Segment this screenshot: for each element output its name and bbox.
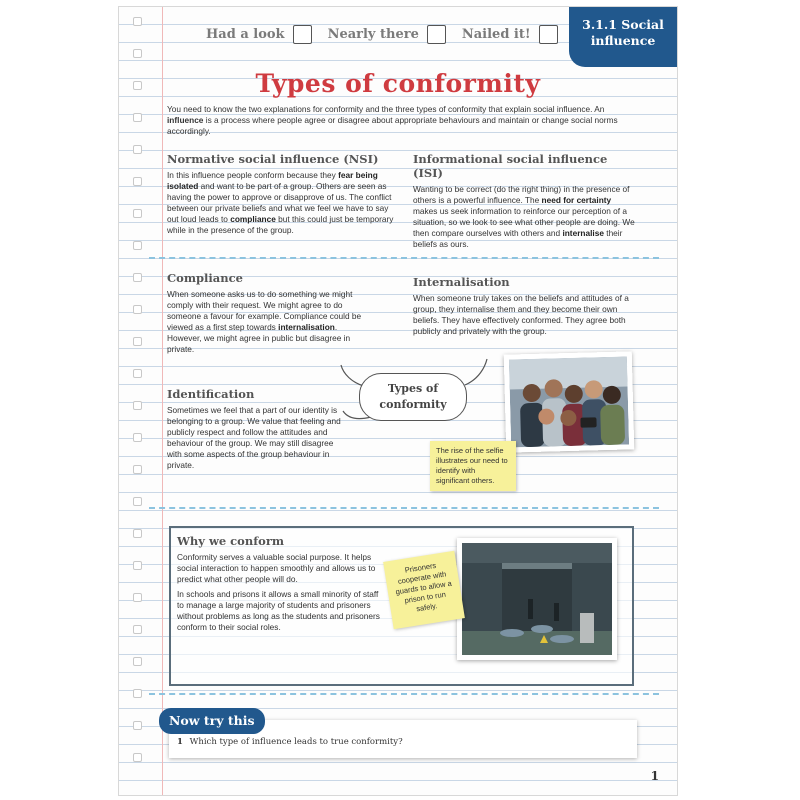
compliance-section [167,271,363,355]
identification-text: Sometimes we feel that a part of our identity is belonging to a group. We value that feeling and publicly respect and follow the attitudes and behaviour of the group. We may still disagree with some aspects of the group behaviour in private. [167,405,341,470]
checkbox-nearly-there[interactable] [427,25,446,44]
internalisation-text: When someone truly takes on the beliefs and attitudes of a group, they internalise them and they become their own beliefs. They have effectively conformed. They agree both publicly and privately with the group. [413,293,629,336]
check-had-a-look [206,25,312,44]
internalisation-section [413,275,635,337]
prison-caption-note: Prisoners cooperate with guards to allow a prison to run safely. [383,551,465,629]
selfie-caption-note: The rise of the selfie illustrates our need to identify with significant others. [430,441,516,491]
why-paragraph-2: In schools and prisons it allows a small minority of staff to manage a large majority of students and prisoners without problems as long as the students and prisoners conform to their social roles. [177,589,380,632]
compliance-heading: Compliance [167,271,243,285]
identification-heading: Identification [167,387,255,401]
compliance-text: When someone asks us to do something we might comply with their request. We might agree to do someone a favour for example. Compliance could be viewed as a first step towards internalisation. However, we might agree in public but disagree in private. [167,289,362,354]
page-title: Types of conformity [255,69,541,98]
why-paragraph-1: Conformity serves a valuable social purpose. It helps social interaction to happen smoothly and allows us to predict what other people will do. [177,552,376,584]
divider [149,257,659,259]
divider [149,693,659,695]
page-number: 1 [650,769,659,783]
check-nailed-it [462,25,558,44]
checkbox-had-a-look[interactable] [293,25,312,44]
check-label: Had a look [206,27,285,42]
question-number: 1 [177,737,183,747]
intro-text: You need to know the two explanations for conformity and the three types of conformity that explain social influence. An influence is a process where people agree or disagree about appropriate behaviours and maintain or change social norms accordingly. [167,104,618,136]
types-of-conformity-bubble [359,373,467,421]
why-we-conform-box [169,526,634,686]
section-tab [569,7,677,67]
question-text: Which type of influence leads to true conformity? [189,737,403,747]
bubble-line1: Types of [387,382,439,395]
isi-text: Wanting to be correct (do the right thing) in the presence of others is a powerful influence. The need for certainty makes us seek information to reinforce our perception of a situation, so we look to see what other people are doing. We then compare ourselves with others and internalise their beliefs as ours. [413,184,635,249]
internalisation-heading: Internalisation [413,275,510,289]
prison-photo-illustration [462,543,612,655]
check-nearly-there [328,25,446,44]
selfie-photo-illustration [509,356,629,447]
nsi-section [167,152,395,236]
isi-heading: Informational social influence (ISI) [413,152,608,180]
prison-photo [457,538,617,660]
bubble-line2: conformity [379,398,447,411]
identification-section [167,387,343,471]
progress-checklist [206,25,558,44]
section-tab-line2: influence [590,33,656,48]
divider [149,507,659,509]
why-heading: Why we conform [177,534,285,548]
nsi-heading: Normative social influence (NSI) [167,152,379,166]
nsi-text: In this influence people conform because they fear being isolated and want to be part of a group. Others are seen as having the power to approve or disapprove of us. The conflict between our private beliefs and what we feel we have to say out loud leads to compliance but this could just be temporary while in the presence of the group. [167,170,394,235]
now-try-this-label: Now try this [159,708,265,734]
selfie-group-photo [504,351,635,452]
check-label: Nearly there [327,27,419,42]
checkbox-nailed-it[interactable] [539,25,558,44]
worksheet-page [118,6,678,796]
check-label: Nailed it! [461,27,531,42]
why-text-column [177,534,383,633]
isi-section [413,152,635,250]
section-tab-line1: 3.1.1 Social [582,17,664,32]
